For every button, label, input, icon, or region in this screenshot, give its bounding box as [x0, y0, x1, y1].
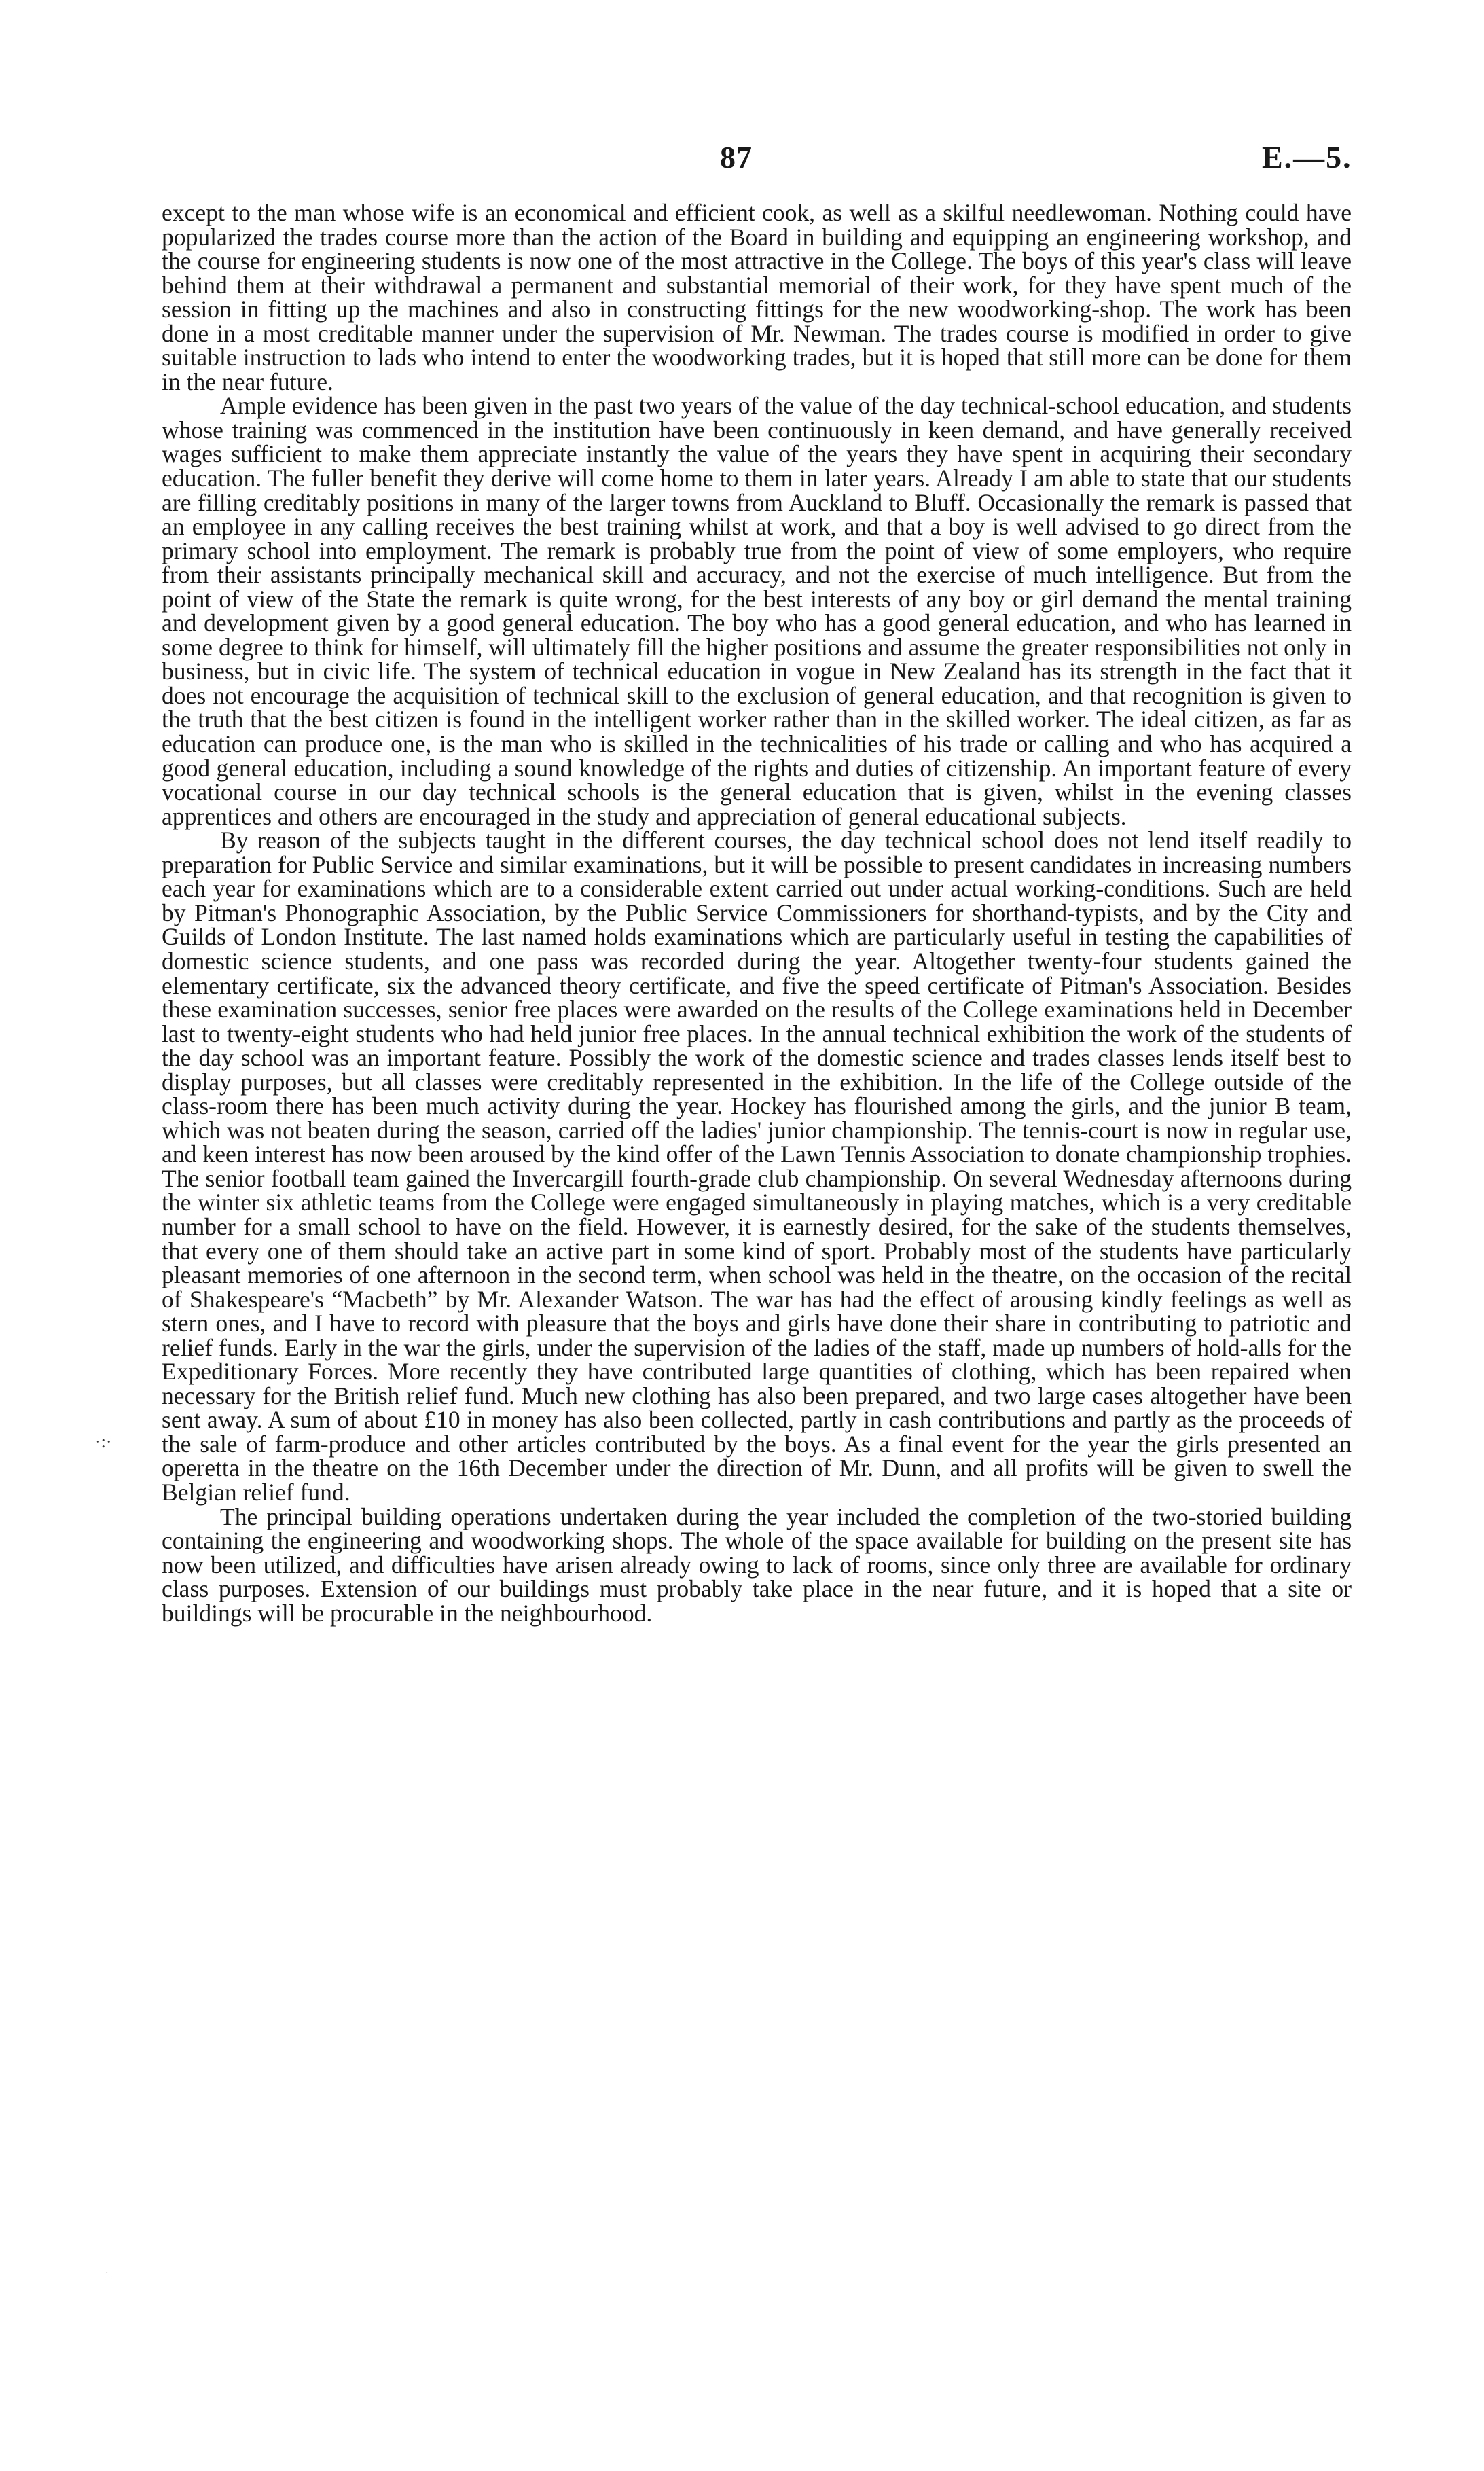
page-number: 87: [720, 140, 753, 175]
page-header: [0, 139, 1484, 180]
paragraph-trades-course: except to the man whose wife is an economical and efficient cook, as well as a skilful needlewoman. Nothing could have popularized the trades course more than the action of the Board in building and equipping an engineering workshop, and the course for engineering students is now one of the most attractive in the College. The boys of this year's class will leave behind them at their withdrawal a permanent and substantial memorial of their work, for they have spent much of the session in fitting up the machines and also in constructing fittings for the new woodworking-shop. The work has been done in a most creditable manner under the supervision of Mr. Newman. The trades course is modified in order to give suitable instruction to lads who intend to enter the woodworking trades, but it is hoped that still more can be done for them in the near future.: [162, 199, 1352, 395]
margin-ink-mark: ·:·: [95, 1432, 112, 1451]
paragraph-building-operations: The principal building operations undertaken during the year included the completion of the two-storied building containing the engineering and woodworking shops. The whole of the space available for building on the present site has now been utilized, and difficulties have arisen already owing to lack of rooms, since only three are available for ordinary class purposes. Extension of our buildings must probably take place in the near future, and it is hoped that a site or buildings will be procurable in the neighbourhood.: [162, 1502, 1352, 1627]
paragraph-technical-education-value: Ample evidence has been given in the past two years of the value of the day technical-school education, and students whose training was commenced in the institution have been continuously in keen demand, and have generally received wages sufficient to make them appreciate instantly the value of the years they have spent in acquiring their secondary education. The fuller benefit they derive will come home to them in later years. Already I am able to state that our students are filling creditably positions in many of the larger towns from Auckland to Bluff. Occasionally the remark is passed that an employee in any calling receives the best training whilst at work, and that a boy is well advised to go direct from the primary school into employment. The remark is probably true from the point of view of some employers, who require from their assistants principally mechanical skill and accuracy, and not the exercise of much intelligence. But from the point of view of the State the remark is quite wrong, for the best interests of any boy or girl demand the mental training and development given by a good general education. The boy who has a good general education, and who has learned in some degree to think for himself, will ultimately fill the higher positions and assume the greater responsibilities not only in business, but in civic life. The system of technical education in vogue in New Zealand has its strength in the fact that it does not encourage the acquisition of technical skill to the exclusion of general education, and that recognition is given to the truth that the best citizen is found in the intelligent worker rather than in the skilled worker. The ideal citizen, as far as education can produce one, is the man who is skilled in the technicalities of his trade or calling and who has acquired a good general education, including a sound knowledge of the rights and duties of citizenship. An important feature of every vocational course in our day technical schools is the general education that is given, whilst in the evening classes apprentices and others are encouraged in the study and appreciation of general educational subjects.: [162, 392, 1352, 830]
paragraph-examinations-and-activities: By reason of the subjects taught in the different courses, the day technical school does not lend itself readily to preparation for Public Service and similar examinations, but it will be possible to present candidates in increasing numbers each year for examinations which are to a considerable extent carried out under actual working-conditions. Such are held by Pitman's Phonographic Association, by the Public Service Commissioners for shorthand-typists, and by the City and Guilds of London Institute. The last named holds examinations which are particularly useful in testing the capabilities of domestic science students, and one pass was recorded during the year. Altogether twenty-four students gained the elementary certificate, six the advanced theory certificate, and five the speed certificate of Pitman's Association. Besides these examination successes, senior free places were awarded on the results of the College examinations held in December last to twenty-eight students who had held junior free places. In the annual technical exhibition the work of the students of the day school was an important feature. Possibly the work of the domestic science and trades classes lends itself best to display purposes, but all classes were creditably represented in the exhibition. In the life of the College outside of the class-room there has been much activity during the year. Hockey has flourished among the girls, and the junior B team, which was not beaten during the season, carried off the ladies' junior championship. The tennis-court is now in regular use, and keen interest has now been aroused by the kind offer of the Lawn Tennis Association to donate championship trophies. The senior football team gained the Invercargill fourth-grade club championship. On several Wednesday afternoons during the winter six athletic teams from the College were engaged simultaneously in playing matches, which is a very creditable number for a small school to have on the field. However, it is earnestly desired, for the sake of the students themselves, that every one of them should take an active part in some kind of sport. Probably most of the students have particularly pleasant memories of one afternoon in the second term, when school was held in the theatre, on the occasion of the recital of Shakespeare's “Macbeth” by Mr. Alexander Watson. The war has had the effect of arousing kindly feelings as well as stern ones, and I have to record with pleasure that the boys and girls have done their share in contributing to patriotic and relief funds. Early in the war the girls, under the supervision of the ladies of the staff, made up numbers of hold-alls for the Expeditionary Forces. More recently they have contributed large quantities of clothing, which has been repaired when necessary for the British relief fund. Much new clothing has also been prepared, and two large cases altogether have been sent away. A sum of about £10 in money has also been collected, partly in cash contributions and partly as the proceeds of the sale of farm-produce and other articles contributed by the boys. As a final event for the year the girls presented an operetta in the theatre on the 16th December under the direction of Mr. Dunn, and all profits will be given to swell the Belgian relief fund.: [162, 827, 1352, 1506]
series-code: E.—5.: [1262, 140, 1352, 175]
report-body: [162, 201, 1352, 1625]
paper-speck: ·: [105, 2269, 109, 2279]
